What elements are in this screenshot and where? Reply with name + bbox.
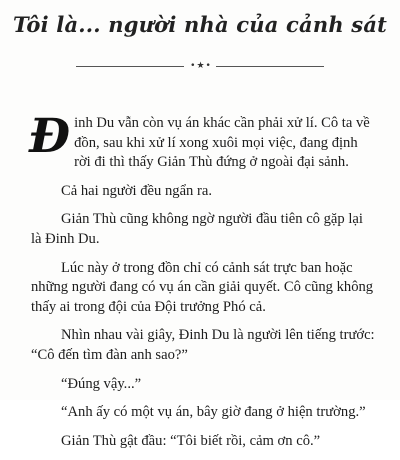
paragraph-6: “Đúng vậy...”	[61, 375, 142, 392]
title-divider	[76, 62, 324, 72]
paragraph-3: Giản Thù cũng không ngờ người đầu tiên cô gặp lại là Đinh Du.	[31, 211, 363, 247]
paragraph-7: “Anh ấy có một vụ án, bây giờ đang ở hiện trường.”	[61, 404, 366, 421]
divider-line-right	[216, 66, 324, 67]
paragraph-4: Lúc này ở trong đồn chỉ có cảnh sát trực ban hoặc những người đang có vụ án cần giải quyết. Cô cũng không thấy ai trong đội của Đội trưởng Phó cả.	[31, 259, 374, 315]
paragraph-8: Giản Thù gật đầu: “Tôi biết rồi, cảm ơn cô.”	[61, 432, 321, 449]
star-ornament-icon: •★•	[190, 61, 212, 71]
chapter-title: Tôi là... người nhà của cảnh sát	[12, 12, 388, 37]
paragraph-5: Nhìn nhau vài giây, Đinh Du là người lên tiếng trước: “Cô đến tìm đàn anh sao?”	[31, 327, 375, 363]
paragraph-1	[29, 109, 375, 173]
drop-cap: Đ	[29, 109, 71, 164]
chapter-body	[29, 109, 375, 460]
divider-line-left	[76, 66, 184, 67]
paragraph-2: Cả hai người đều ngẩn ra.	[61, 182, 212, 199]
paragraph-1-text: inh Du vẫn còn vụ án khác cần phải xử lí. Cô ta về đồn, sau khi xử lí xong xuôi mọi việc, đang định rời đi thì thấy Giản Thù đứng ở ngoài đại sảnh.	[74, 115, 370, 171]
